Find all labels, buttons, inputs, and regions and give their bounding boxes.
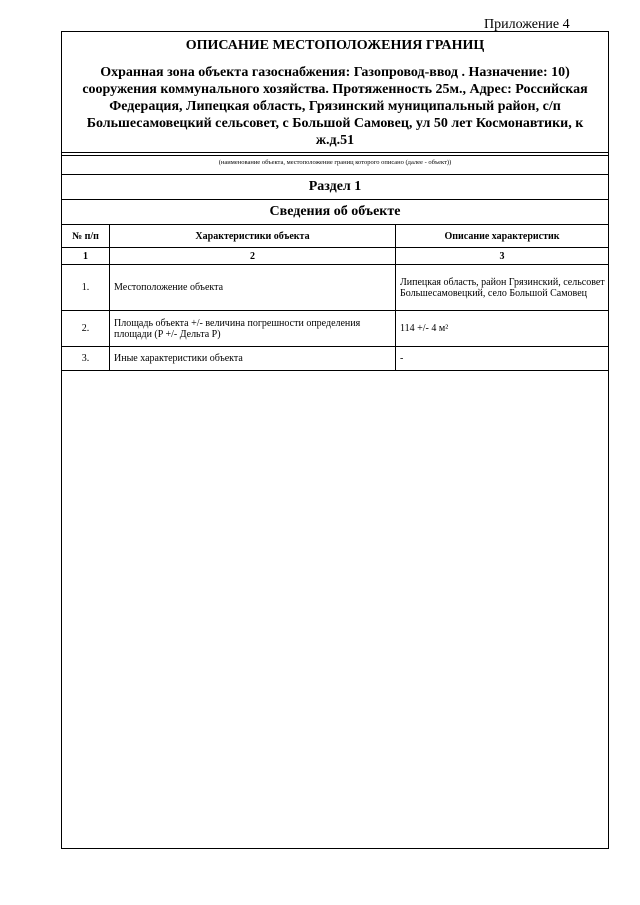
row-characteristic: Площадь объекта +/- величина погрешности определения площади (P +/- Дельта P) <box>110 311 396 347</box>
document-frame <box>61 31 609 849</box>
row-number: 3. <box>62 347 110 371</box>
row-description: Липецкая область, район Грязинский, сельсовет Большесамовецкий, село Большой Самовец <box>396 265 609 311</box>
header-description: Описание характеристик <box>396 225 609 248</box>
table-header-row <box>62 225 608 248</box>
header-characteristic: Характеристики объекта <box>110 225 396 248</box>
divider <box>62 152 608 153</box>
column-number: 1 <box>62 248 110 265</box>
table-row <box>62 347 608 371</box>
column-number-row <box>62 248 608 265</box>
table-row <box>62 265 608 311</box>
object-caption: (наименование объекта, местоположение границ которого описано (далее - объект)) <box>218 159 452 166</box>
row-description: - <box>396 347 609 371</box>
row-characteristic: Местоположение объекта <box>110 265 396 311</box>
row-description: 114 +/- 4 м² <box>396 311 609 347</box>
object-description: Охранная зона объекта газоснабжения: Газопровод-ввод . Назначение: 10) сооружения коммунального хозяйства. Протяженность 25м., Адрес: Российская Федерация, Липецкая область, Грязинский муниципальный район, с/п Большесамовецкий сельсовет, с Большой Самовец, ул 50 лет Космонавтики, к ж.д.51 <box>82 65 588 148</box>
document-title: ОПИСАНИЕ МЕСТОПОЛОЖЕНИЯ ГРАНИЦ <box>185 38 485 53</box>
header-number: № п/п <box>62 225 110 248</box>
row-characteristic: Иные характеристики объекта <box>110 347 396 371</box>
row-number: 2. <box>62 311 110 347</box>
table-row <box>62 311 608 347</box>
section-subtitle: Сведения об объекте <box>62 199 608 225</box>
column-number: 3 <box>396 248 609 265</box>
section-title: Раздел 1 <box>62 174 608 199</box>
object-info-table <box>62 225 608 371</box>
column-number: 2 <box>110 248 396 265</box>
appendix-label: Приложение 4 <box>484 17 570 32</box>
row-number: 1. <box>62 265 110 311</box>
